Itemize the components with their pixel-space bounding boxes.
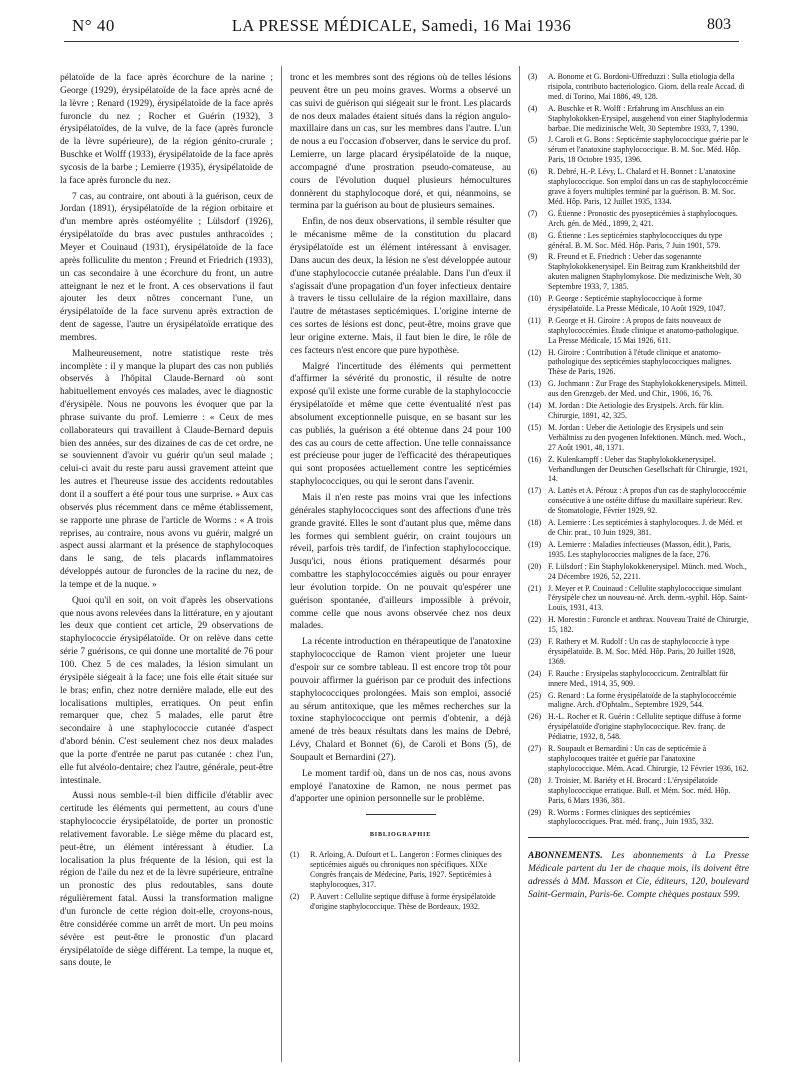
reference-text: A. Lattès et A. Pérouz : A propos d'un cas de staphylococcémie consécutive à une ostéite diffuse du maxillaire supérieur. Rev. de Stomatologie, Février 1929, 92. <box>548 486 747 516</box>
reference-text: G. Étienne : Pronostic des pyosepticémies à staphylocoques. Arch. gén. de Méd., 1899, 2, 421. <box>548 208 738 228</box>
reference-number: (8) <box>528 230 538 240</box>
reference-text: F. Rauche : Erysipelas staphylococcicum. Zentralblatt für innere Med., 1914, 35, 909. <box>548 668 729 688</box>
subscription-label: ABONNEMENTS. <box>528 851 603 862</box>
reference-list <box>290 850 511 911</box>
reference-number: (16) <box>528 454 542 464</box>
reference-entry <box>528 379 749 399</box>
reference-entry <box>528 455 749 485</box>
reference-entry <box>528 209 749 229</box>
paragraph: Enfin, de nos deux observations, il semble résulter que le mécanisme même de la constitution du placard érysipélatoïde est un élément intéressant à envisager. Dans aucun des deux, la lésion ne s'est développée autour d'une staphylococcie cutanée préalable. Dans l'un d'eux il s'agissait d'une propagation d'un foyer infectieux dentaire à travers le tissu cellulaire de la région maxillaire, dans l'autre de métastases septicémiques. L'origine interne de ces sortes de lésions est donc, peut-être, moins grave que leur origine externe. Mais, il faut bien le dire, le rôle de ces facteurs n'est encore que pure hypothèse. <box>290 217 511 356</box>
reference-number: (4) <box>528 103 538 113</box>
reference-entry <box>528 348 749 378</box>
reference-entry <box>528 423 749 453</box>
reference-text: M. Jordan : Ueber die Aetiologie des Erysipels und sein Verhältniss zu den pyogenen Infektionen. Münch. med. Woch., 27 Août 1901, 48, 1371. <box>548 422 746 452</box>
reference-text: J. Troisier, M. Bariéty et H. Brocard : L'érysipélatoïde staphylococcique erratique. Bull. et Mém. Soc. méd. Hôp. Paris, 6 Mars 1936, 381. <box>548 775 731 805</box>
paragraph: Aussi nous semble-t-il bien difficile d'établir avec certitude les éléments qui permettent, au cours d'une staphylococcie érysipélatoïde, de porter un pronostic relativement favorable. Le siège même du placard est, peut-être, un élément intéressant à étudier. La localisation la plus fréquente de la lésion, qui est la région de l'aile du nez et de la lèvre supérieure, entraîne un pronostic des plus redoutables, sans doute régulièrement fatal. Aussi la transformation maligne d'un furoncle de cette région doit-elle, croyons-nous, être considérée comme un arrêt de mort. Un peu moins sévère est peut-être le pronostic d'un placard érysipélatoïde de siège différent. La tempe, la nuque et, sans doute, le <box>60 791 273 969</box>
reference-entry <box>528 691 749 711</box>
reference-list <box>528 72 749 827</box>
reference-text: M. Jordan : Die Aetiologie des Erysipels. Arch. für klin. Chirurgie, 1891, 42, 325. <box>548 401 724 420</box>
page-header <box>64 16 739 46</box>
reference-number: (14) <box>528 401 542 411</box>
reference-text: H.-L. Rocher et R. Guérin : Cellulite septique diffuse à forme érysipélatoïde d'origine staphylococcique. Rev. franç. de Pédiatrie, 1932, 8, 548. <box>548 712 742 742</box>
reference-entry <box>528 808 749 828</box>
journal-title: LA PRESSE MÉDICALE, Samedi, 16 Mai 1936 <box>231 16 572 35</box>
paragraph: Quoi qu'il en soit, on voit d'après les observations que nous avons relevées dans la littérature, en y ajoutant les deux que contient cet article, 29 observations de staphylococcie érysipélatoïde. Or on relève dans cette série 7 guérisons, ce qui donne une mortalité de 76 pour 100. Chez 5 de ces malades, la lésion simulant un érysipèle siégeait à la face; une fois elle était située sur le bras; enfin, chez notre dernière malade, elle eut des localisations multiples, erratiques. On peut enfin remarquer que, chez 5 malades, elle parut être secondaire à une staphylococcie cutanée d'aspect d'abord bénin. C'est seulement chez nos deux malades que la porte d'entrée ne parut pas cutanée : chez l'un, elle fut alvéolo-dentaire; chez l'autre, générale, peut-être intestinale. <box>60 595 273 786</box>
reference-number: (28) <box>528 775 542 785</box>
reference-number: (25) <box>528 690 542 700</box>
subscription-notice <box>528 850 749 902</box>
reference-entry <box>528 712 749 742</box>
reference-number: (27) <box>528 744 542 754</box>
reference-number: (19) <box>528 539 542 549</box>
reference-number: (3) <box>528 72 538 81</box>
reference-entry <box>528 540 749 560</box>
reference-number: (7) <box>528 208 538 218</box>
paragraph: pélatoïde de la face après écorchure de la narine ; George (1929), érysipélatoïde de la face après acné de la lèvre ; Renard (1929), érysipélatoïde de la face après furoncle du nez ; Rocher et Guérin (1932), 3 érysipélatoïdes, de la vulve, de la face (après furoncle de la lèvre supérieure), de la région génito-crurale ; Buschke et Wolff (1933), érysipélatoïde de la face après sycosis de la barbe ; Lemierre (1935), érysipélatoïde de la face après furoncle du nez. <box>60 73 273 186</box>
reference-entry <box>528 72 749 102</box>
reference-entry <box>290 892 511 912</box>
issue-number: N° 40 <box>72 16 115 35</box>
reference-text: A. Bonome et G. Bordoni-Uffreduzzi : Sulla etiologia della risipola, contributo bacteriologico. Giorn. della reale Accad. di med. di Torino, Mai 1886, 49, 128. <box>548 72 745 101</box>
reference-text: G. Renard : La forme érysipélatoïde de la staphylococcémie maligne. Arch. d'Ophtalm., Septembre 1929, 544. <box>548 690 737 710</box>
reference-number: (9) <box>528 252 538 262</box>
section-rule <box>366 814 436 815</box>
reference-text: R. Worms : Formes cliniques des septicémies staphylococciques. Prat. méd. franç., Juin 1935, 332. <box>548 807 714 827</box>
reference-entry <box>528 167 749 207</box>
reference-number: (1) <box>290 850 300 860</box>
paragraph: 7 cas, au contraire, ont abouti à la guérison, ceux de Jordan (1891), érysipélatoïde de la région orbitaire et d'un membre après ostéomyélite ; Lülsdorf (1926), érysipélatoïde du bras avec pustules anthracoïdes ; Meyer et Couinaud (1931), érysipélatoïde de la face après folliculite du menton ; Freund et Friedrich (1933), un cas secondaire à une écorchure du front, un autre atteignant le nez et le front. A ces observations il faut ajouter les deux nôtres concernant l'une, un érysipélatoïde de la face survenu après extraction de dent de sagesse, l'autre un érysipélatoïde erratique des membres. <box>60 191 273 343</box>
reference-number: (18) <box>528 518 542 528</box>
reference-entry <box>528 584 749 614</box>
reference-text: H. Morestin : Furoncle et anthrax. Nouveau Traité de Chirurgie, 15, 182. <box>548 615 749 635</box>
bibliography-heading: BIBLIOGRAPHIE <box>369 831 432 839</box>
reference-text: A. Lemierre : Les septicémies à staphylocoques. J. de Méd. et de Chir. prat., 10 Juin 1929, 381. <box>548 518 743 537</box>
reference-number: (10) <box>528 294 542 304</box>
reference-entry <box>528 744 749 774</box>
reference-number: (15) <box>528 422 542 432</box>
reference-entry <box>528 669 749 689</box>
text-column-1 <box>60 72 273 1070</box>
paragraph: Mais il n'en reste pas moins vrai que les infections générales staphylococciques sont des affections d'une très grande gravité. Elles le sont d'autant plus que, même dans les formes qui semblent guérir, on craint toujours un réveil, parfois très tardif, de l'infection staphylococcique. Jusqu'ici, nous étions pratiquement désarmés pour combattre les staphylococcémies aiguës ou pour enrayer leur évolution torpide. On ne pouvait qu'espérer une guérison spontanée, d'ailleurs impossible à prévoir, comme celle que nous avons observée chez nos deux malades. <box>290 493 511 632</box>
reference-text: H. Giroire : Contribution à l'étude clinique et anatomo-pathologique des septicémies staphylococciques malignes. Thèse de Paris, 1926. <box>548 347 732 377</box>
reference-text: P. George : Septicémie staphylococcique à forme érysipélatoïde. La Presse Médicale, 10 Août 1929, 1047. <box>548 294 726 313</box>
reference-text: R. Freund et E. Friedrich : Ueber das sogenannte Staphylokokkenerysipel. Ein Beitrag zum Krankheitsbild der akuten malignen Staphylomykose. Die medizinische Welt, 30 Septembre 1933, 7, 1385. <box>548 252 742 292</box>
reference-text: R. Soupault et Bernardini : Un cas de septicémie à staphylocoques traitée et guérie par l'anatoxine staphylococcique. Mém. Acad. Chirurgie, 12 Février 1936, 162. <box>548 744 749 773</box>
text-column-2 <box>290 72 511 1070</box>
reference-number: (22) <box>528 615 542 625</box>
reference-text: J. Meyer et P. Couinaud : Cellulite staphylococcique simulant l'érysipèle chez un nouveau-né. Arch. derm.-syphil. Hôp. Saint-Louis, 1931, 413. <box>548 583 748 613</box>
reference-text: Z. Kulenkampff : Ueber das Staphylokokkenerysipel. Verhandlungen der Deutschen Gesellschaft für Chirurgie, 1921, 14. <box>548 454 748 484</box>
reference-text: G. Étienne : Les septicémies staphylococciques du type général. B. M. Soc. Méd. Hôp. Paris, 7 Juin 1901, 579. <box>548 230 723 250</box>
reference-text: R. Arloing, A. Dufourt et L. Langeron : Formes cliniques des septicémies aiguës ou chroniques non spécifiques. XIXe Congrès français de Médecine, Paris, 1927. Septicémies à staphylocoques, 317. <box>310 850 502 889</box>
reference-number: (5) <box>528 135 538 145</box>
column-divider <box>281 66 282 1062</box>
reference-entry <box>528 135 749 165</box>
reference-entry <box>528 776 749 806</box>
section-rule <box>528 837 749 838</box>
reference-number: (21) <box>528 583 542 593</box>
reference-entry <box>528 294 749 314</box>
paragraph: Le moment tardif où, dans un de nos cas, nous avons employé l'anatoxine de Ramon, ne nous permet pas d'apporter une opinion personnelle sur le problème. <box>290 768 511 805</box>
reference-text: F. Rathery et M. Rudolf : Un cas de staphylococcie à type érysipélatoïde. B. M. Soc. Méd. Hôp. Paris, 20 Juillet 1928, 1369. <box>548 637 736 666</box>
reference-entry <box>528 252 749 292</box>
reference-entry <box>528 401 749 421</box>
reference-text: J. Caroli et G. Bons : Septicémie staphylococcique guérie par le sérum et l'anatoxine staphylococcique. B. M. Soc. Méd. Hôp. Paris, 18 Octobre 1935, 1396. <box>548 135 749 165</box>
reference-entry <box>290 850 511 890</box>
reference-number: (2) <box>290 891 300 901</box>
reference-entry <box>528 637 749 667</box>
reference-number: (13) <box>528 379 542 389</box>
reference-entry <box>528 518 749 538</box>
reference-number: (23) <box>528 637 542 647</box>
paragraph: tronc et les membres sont des régions où de telles lésions peuvent être un peu moins graves. Worms a observé un cas suivi de guérison qui siégeait sur le front. Les placards de nos deux malades étaient situés dans la région angulo-maxillaire dans un cas, sur les membres dans l'autre. L'un de nous a eu l'occasion d'observer, dans le service du prof. Lemierre, un large placard érysipélatoïde de la nuque, accompagné d'une prostration pseudo-comateuse, au cours de l'évolution duquel plusieurs hémocultures donnèrent du staphylocoque doré, et qui, néanmoins, se termina par la guérison au bout de plusieurs semaines. <box>290 73 511 212</box>
reference-entry <box>528 231 749 251</box>
reference-number: (12) <box>528 347 542 357</box>
reference-entry <box>528 615 749 635</box>
reference-entry <box>528 104 749 134</box>
reference-number: (20) <box>528 561 542 571</box>
reference-text: A. Lemierre : Maladies infectieuses (Masson, édit.), Paris, 1935. Les staphylococcies malignes de la face, 276. <box>548 539 731 559</box>
reference-text: P. Auvert : Cellulite septique diffuse à forme érysipélatoïde d'origine staphylococcique. Thèse de Bordeaux, 1932. <box>310 891 496 911</box>
page-number: 803 <box>707 16 731 33</box>
subscription-text: Les abonnements à La Presse Médicale partent du 1er de chaque mois, ils doivent être adressés à MM. Masson et Cie, éditeurs, 120, boulevard Saint-Germain, Paris-6e. Compte chèques postaux 599. <box>528 851 749 901</box>
reference-text: P. George et H. Giroire : A propos de faits nouveaux de staphylococcémies. Étude clinique et anatomo-pathologique. La Presse Médicale, 15 Mai 1926, 611. <box>548 315 739 345</box>
reference-entry <box>528 562 749 582</box>
column-divider <box>519 66 520 1062</box>
reference-number: (26) <box>528 712 542 722</box>
paragraph: La récente introduction en thérapeutique de l'anatoxine staphylococcique de Ramon vient projeter une lueur d'espoir sur ce sombre tableau. Il est encore trop tôt pour pouvoir affirmer la guérison par ce produit des infections staphylococciques prolongées. Mais son emploi, associé au sérum antitoxique, que les mêmes recherches sur la toxine staphylococcique ont permis d'obtenir, a déjà amené de très beaux résultats dans les mains de Debré, Lévy, Chalard et Bonnet (6), de Caroli et Bons (5), de Soupault et Bernardini (27). <box>290 637 511 763</box>
reference-number: (24) <box>528 668 542 678</box>
text-column-3 <box>528 72 749 1070</box>
header-rule <box>64 41 739 42</box>
reference-text: A. Buschke et R. Wolff : Erfahrung im Anschluss an ein Staphylokokken-Erysipel, ausgehend von einer Staphylodermia barbae. Die medizinische Welt, 30 Septembre 1933, 7, 1390. <box>548 103 748 133</box>
paragraph: Malgré l'incertitude des éléments qui permettent d'affirmer la sévérité du pronostic, il résulte de notre exposé qu'il existe une forme curable de la staphylococcie érysipélatoïde et même que cette éventualité n'est pas absolument exceptionnelle puisque, en se basant sur les cas publiés, la guérison a été obtenue dans 24 pour 100 des cas au cours de cette affection. Une telle connaissance est précieuse pour juger de l'efficacité des thérapeutiques qui sont proposées actuellement contre les septicémies staphylococciques, ou qui le seront dans l'avenir. <box>290 361 511 488</box>
reference-text: F. Lülsdorf : Ein Staphylokokkenerysipel. Münch. med. Woch., 24 Décembre 1926, 52, 2211. <box>548 561 747 581</box>
reference-number: (17) <box>528 486 542 496</box>
reference-number: (29) <box>528 807 542 817</box>
reference-text: R. Debré, H.-P. Lévy, L. Chalard et H. Bonnet : L'anatoxine staphylococcique. Son emploi dans un cas de staphylococcémie grave à foyers multiples terminé par la guérison. B. M. Soc. Méd. Hôp. Paris, 12 Juillet 1935, 1334. <box>548 167 748 206</box>
reference-number: (11) <box>528 315 541 325</box>
paragraph: Malheureusement, notre statistique reste très incomplète : il y manque la plupart des cas non publiés observés à l'hôpital Claude-Bernard où sont habituellement envoyés ces malades, avec le diagnostic d'érysipèle. Nous ne pouvons les évoquer que par la phrase suivante du prof. Lemierre : « Ceux de mes collaborateurs qui travaillent à Claude-Bernard depuis bien des années, sur des dizaines de cas de cet ordre, ne se souviennent d'avoir vu guérir qu'un seul malade ; celui-ci avait du reste paru aussi gravement atteint que les autres et l'heureuse issue des accidents redoutables dont il a souffert a été pour tous une surprise. » Aux cas observés plus récemment dans ce même établissement, se rapporte une phrase de l'article de Worms : « A trois reprises, au contraire, nous avons vu guérir, malgré un aspect aussi alarmant et la présence de staphylocoques dans le sang, de tels placards inflammatoires développés autour de furoncles de la racine du nez, de la tempe et de la nuque. » <box>60 348 273 590</box>
reference-entry <box>528 486 749 516</box>
reference-text: G. Jochmann : Zur Frage des Staphylokokkenerysipels. Mitteil. aus den Grenzgeb. der Med. und Chir., 1906, 16, 76. <box>548 379 748 399</box>
reference-entry <box>528 316 749 346</box>
reference-number: (6) <box>528 167 538 177</box>
